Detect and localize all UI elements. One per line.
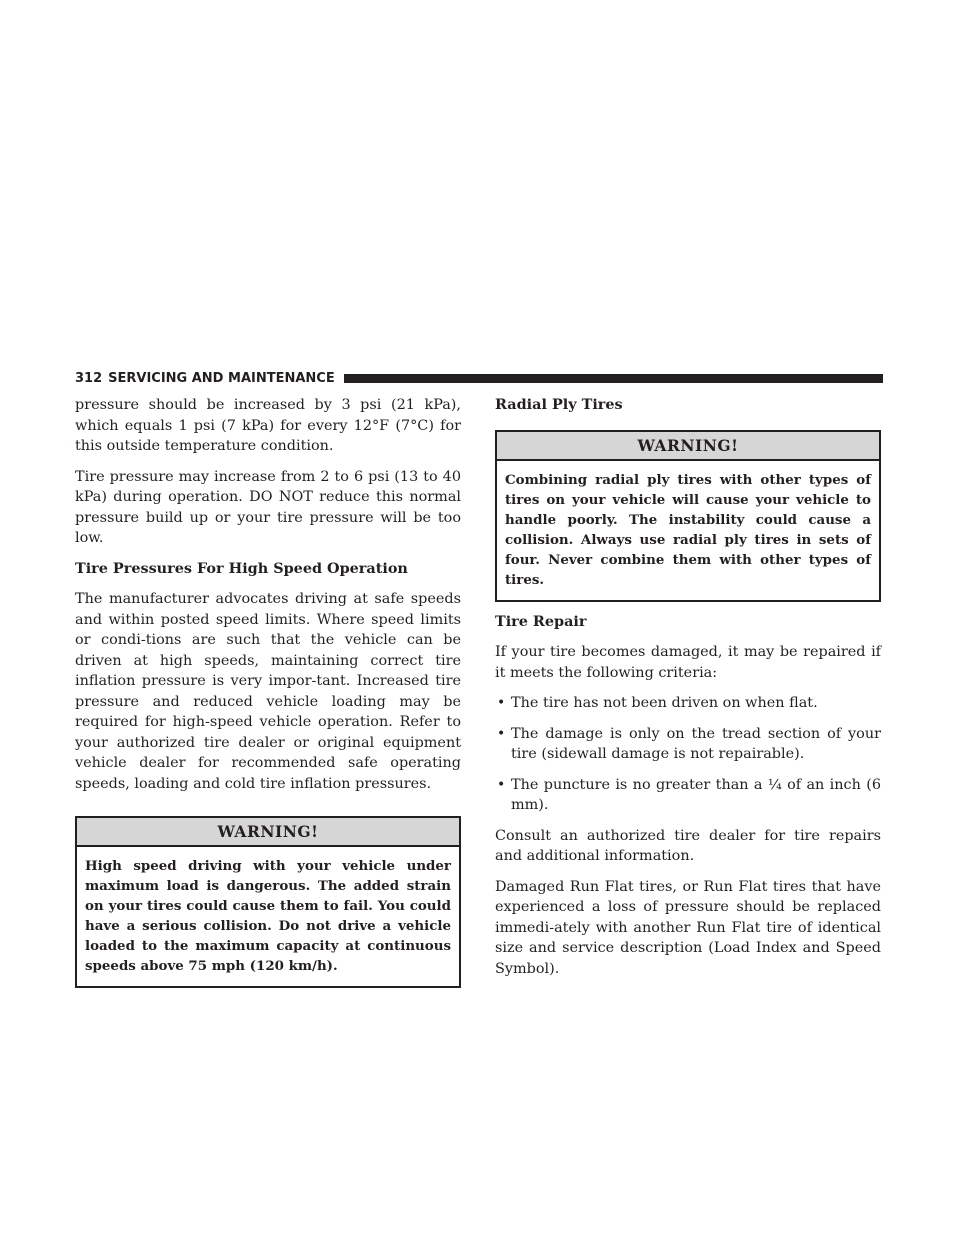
heading-high-speed: Tire Pressures For High Speed Operation — [75, 559, 408, 577]
bullet-icon: • — [497, 695, 506, 711]
warning-title: WARNING! — [497, 432, 879, 461]
paragraph-high-speed: The manufacturer advocates driving at safe speeds and within posted speed limits. Where speed limits or condi-tions are such that the vehicle can be driven at high speeds, maintaining correct tire inflation pressure is very impor-tant. Increased tire pressure and reduced vehicle loading may be required for high-speed vehicle operation. Refer to your authorized tire dealer or original equipment vehicle dealer for recommended safe operating speeds, loading and cold tire inflation pressures. — [75, 591, 461, 792]
warning-title: WARNING! — [77, 818, 459, 847]
page-number: 312 — [75, 370, 103, 386]
warning-text: Combining radial ply tires with other types of tires on your vehicle will cause your vehicle to handle poorly. The instability could cause a collision. Always use radial ply tires in sets of four. Never combine them with other types of tires. — [505, 471, 871, 588]
list-item: • The puncture is no greater than a ¼ of an inch (6 mm). — [497, 776, 881, 813]
paragraph-pressure-increase: pressure should be increased by 3 psi (21 kPa), which equals 1 psi (7 kPa) for every 12°F (7°C) for this outside temperature condition. — [75, 397, 461, 454]
list-item: • The tire has not been driven on when flat. — [495, 693, 881, 714]
bullet-icon: • — [497, 776, 506, 793]
warning-box-radial — [495, 430, 881, 602]
section-title: SERVICING AND MAINTENANCE — [108, 370, 335, 386]
page-header — [75, 369, 883, 387]
header-rule — [344, 374, 883, 383]
paragraph-repair-criteria: If your tire becomes damaged, it may be repaired if it meets the following criteria: — [495, 644, 881, 681]
list-item: • The damage is only on the tread section of your tire (sidewall damage is not repairable). — [497, 725, 881, 762]
paragraph-run-flat: Damaged Run Flat tires, or Run Flat tires that have experienced a loss of pressure should be replaced immedi-ately with another Run Flat tire of identical size and service description (Load Index and Speed Symbol). — [495, 878, 881, 977]
bullet-icon: • — [497, 725, 506, 742]
warning-text: High speed driving with your vehicle under maximum load is dangerous. The added strain on your tires could cause them to fail. You could have a serious collision. Do not drive a vehicle loaded to the maximum capacity at continuous speeds above 75 mph (120 km/h). — [85, 858, 451, 974]
right-column — [495, 395, 881, 989]
heading-radial-ply: Radial Ply Tires — [495, 396, 623, 413]
repair-criteria-list — [495, 693, 881, 816]
heading-tire-repair: Tire Repair — [495, 612, 587, 630]
left-column — [75, 395, 461, 998]
paragraph-pressure-operation: Tire pressure may increase from 2 to 6 psi (13 to 40 kPa) during operation. DO NOT reduce this normal pressure build up or your tire pressure will be too low. — [75, 468, 461, 546]
paragraph-consult: Consult an authorized tire dealer for tire repairs and additional information. — [495, 827, 881, 864]
warning-box-high-speed — [75, 816, 461, 988]
